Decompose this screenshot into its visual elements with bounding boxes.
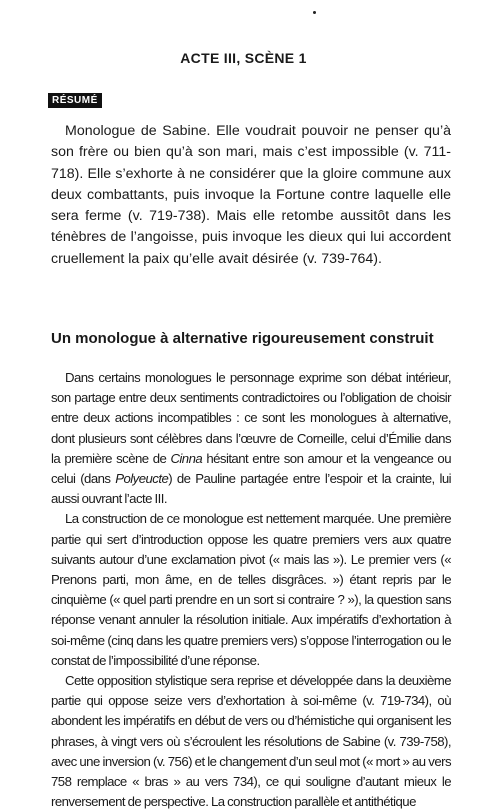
summary-paragraph: Monologue de Sabine. Elle voudrait pouvoir ne penser qu’à son frère ou bien qu’à son mari, mais c’est impossible (v. 711-718). Elle s’exhorte à ne considérer que la gloire commune aux deux combattants, puis invoque la Fortune contre laquelle elle sera ferme (v. 719-738). Mais elle retombe aussitôt dans les ténèbres de l’angoisse, puis invoque les dieux qui lui accordent cruellement la paix qu’elle avait désirée (v. 739-764). (51, 123, 451, 267)
section-heading: Un monologue à alternative rigoureusement construit (51, 330, 434, 347)
summary-badge: RÉSUMÉ (48, 93, 102, 108)
page-title: ACTE III, SCÈNE 1 (180, 50, 307, 66)
p1-text-c: ) de Pauline partagée entre l’espoir et la crainte, lui aussi ouvrant l’acte III. (51, 471, 451, 507)
page-dot (313, 11, 316, 14)
section-body (51, 368, 451, 812)
body-paragraph-1 (51, 368, 451, 509)
p1-italic-cinna: Cinna (170, 450, 203, 466)
p1-text-a: Dans certains monologues le personnage exprime son débat intérieur, son partage entre deux sentiments contradictoires ou l’obligation de choisir entre deux actions incompatibles : ce sont les monologues à alternative, dont plusieurs sont célèbres dans l’œuvre de Corneille, celui d’Émilie dans la première scène de (51, 370, 451, 466)
p1-text-b: hésitant entre son amour et la vengeance ou celui (dans (51, 450, 451, 487)
body-paragraph-3: Cette opposition stylistique sera reprise et développée dans la deuxième partie qui oppose seize vers d’exhortation à soi-même (v. 719-734), où abondent les impératifs en début de vers ou d’hémistiche qui organisent les phrases, à vingt vers où s’écroulent les résolutions de Sabine (v. 739-758), avec une inversion (v. 756) et le changement d’un seul mot (« mort » au vers 758 remplace « bras » au vers 734), ce qui souligne d’autant mieux le renversement de perspective. La construction parallèle et antithétique (51, 673, 451, 810)
p1-italic-polyeucte: Polyeucte (115, 471, 169, 487)
body-paragraph-2: La construction de ce monologue est nettement marquée. Une première partie qui sert d’introduction oppose les quatre premiers vers aux quatre suivants autour d’une exclamation pivot (« mais las »). Le premier vers (« Prenons parti, mon âme, en de telles disgrâces. ») étant repris par le cinquième (« quel parti prendre en un sort si contraire ? »), la question sans réponse venant annuler la résolution initiale. Aux impératifs d’exhortation à soi-même (cinq dans les quatre premiers vers) s’oppose l’interrogation ou le constat de l’impossibilité d’une réponse. (51, 511, 451, 668)
